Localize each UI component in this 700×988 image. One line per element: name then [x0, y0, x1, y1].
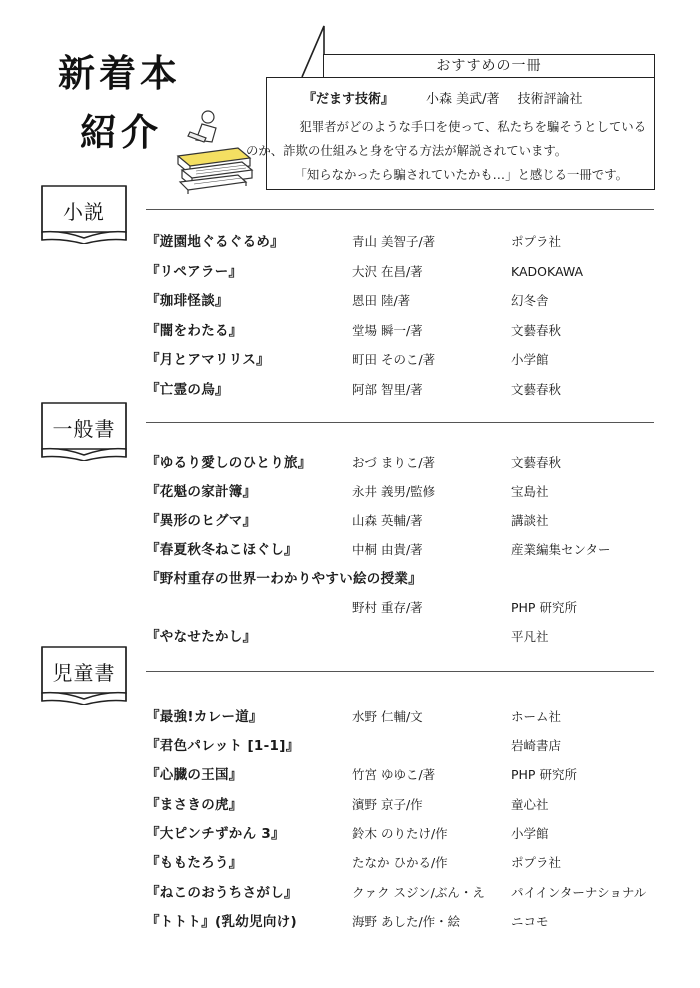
book-title: 『亡霊の烏』: [146, 382, 229, 398]
book-author: 恩田 陸/著: [352, 293, 411, 308]
book-row: [146, 852, 666, 874]
book-title: 『大ピンチずかん 3』: [146, 826, 285, 842]
book-author: クァク スジン/ぶん・え: [352, 885, 485, 900]
book-row: [146, 911, 666, 933]
book-row: [146, 452, 666, 474]
book-author: 水野 仁輔/文: [352, 709, 423, 724]
section-label-general: 一般書: [52, 417, 116, 441]
book-row: [146, 568, 666, 590]
book-title: 『闇をわたる』: [146, 323, 243, 339]
book-publisher: 幻冬舎: [511, 293, 549, 308]
recommend-line: 「知らなかったら騙されていたかも…」と感じる一冊です。: [294, 167, 628, 182]
book-publisher: 宝島社: [511, 484, 549, 499]
book-title: 『心臓の王国』: [146, 767, 243, 783]
book-row: [146, 231, 666, 253]
recommend-line: 犯罪者がどのような手口を使って、私たちを騙そうとしている: [299, 119, 647, 134]
book-author: 永井 義男/監修: [352, 484, 436, 499]
book-row: [146, 882, 666, 904]
book-row: [146, 823, 666, 845]
book-row: [146, 706, 666, 728]
speech-balloon-tail-icon: [262, 24, 332, 80]
book-publisher: 産業編集センター: [511, 542, 611, 557]
book-row: [146, 510, 666, 532]
book-title: 『トトト』(乳幼児向け): [146, 914, 297, 930]
book-author: 堂場 瞬一/著: [352, 323, 423, 338]
book-publisher: ニコモ: [511, 914, 549, 929]
book-title: 『月とアマリリス』: [146, 352, 270, 368]
book-title: 『最強!カレー道』: [146, 709, 263, 725]
book-author: おづ まりこ/著: [352, 455, 436, 470]
page-title-line2: 紹介: [80, 111, 162, 154]
book-title: 『異形のヒグマ』: [146, 513, 257, 529]
book-publisher: ポプラ社: [511, 855, 562, 870]
recommend-publisher: 技術評論社: [517, 92, 583, 107]
book-author: 中桐 由貴/著: [352, 542, 423, 557]
book-row: [146, 261, 666, 283]
book-title: 『リペアラー』: [146, 264, 243, 280]
book-row: [146, 597, 666, 619]
book-publisher: 童心社: [511, 797, 549, 812]
book-publisher: PHP 研究所: [511, 600, 577, 615]
book-row: [146, 320, 666, 342]
book-author: 青山 美智子/著: [352, 234, 436, 249]
recommend-description: [246, 115, 649, 187]
book-title: 『君色パレット [1-1]』: [146, 738, 300, 754]
book-author: 大沢 在昌/著: [352, 264, 423, 279]
book-row: [146, 764, 666, 786]
book-title: 『まさきの虎』: [146, 797, 243, 813]
reading-person-illustration: [176, 108, 256, 194]
book-publisher: 小学館: [511, 826, 549, 841]
book-title: 『遊園地ぐるぐるめ』: [146, 234, 284, 250]
page-title-line1: 新着本: [58, 52, 181, 95]
book-row: [146, 539, 666, 561]
book-author: 野村 重存/著: [352, 600, 423, 615]
book-author: 鈴木 のりたけ/作: [352, 826, 448, 841]
book-row: [146, 735, 666, 757]
book-author: 町田 そのこ/著: [352, 352, 436, 367]
book-author: 竹宮 ゆゆこ/著: [352, 767, 436, 782]
book-publisher: パイインターナショナル: [511, 885, 647, 900]
book-publisher: ポプラ社: [511, 234, 562, 249]
book-title: 『花魁の家計簿』: [146, 484, 257, 500]
book-publisher: 平凡社: [511, 629, 549, 644]
book-row: [146, 481, 666, 503]
recommend-header: [303, 88, 583, 107]
section-label-novel: 小説: [63, 200, 105, 224]
book-publisher: ホーム社: [511, 709, 562, 724]
recommend-box: [246, 77, 655, 190]
book-publisher: 文藝春秋: [511, 323, 562, 338]
book-publisher: PHP 研究所: [511, 767, 577, 782]
book-row: [146, 379, 666, 401]
book-author: たなか ひかる/作: [352, 855, 448, 870]
book-title: 『春夏秋冬ねこほぐし』: [146, 542, 298, 558]
book-author: 山森 英輔/著: [352, 513, 423, 528]
section-divider: [146, 209, 654, 210]
section-label-children: 児童書: [52, 661, 116, 685]
book-publisher: 講談社: [511, 513, 549, 528]
book-row: [146, 794, 666, 816]
book-row: [146, 626, 666, 648]
recommend-line: のか、詐欺の仕組みと身を守る方法が解説されています。: [246, 143, 568, 158]
section-divider: [146, 422, 654, 423]
book-row: [146, 290, 666, 312]
book-author: 海野 あした/作・絵: [352, 914, 461, 929]
book-title: 『やなせたかし』: [146, 629, 257, 645]
book-publisher: 文藝春秋: [511, 455, 562, 470]
book-row: [146, 349, 666, 371]
book-author: 阿部 智里/著: [352, 382, 423, 397]
book-publisher: KADOKAWA: [511, 264, 584, 279]
recommend-author: 小森 美武/著: [426, 92, 500, 107]
book-title: 『野村重存の世界一わかりやすい絵の授業』: [146, 571, 422, 587]
book-title: 『珈琲怪談』: [146, 293, 229, 309]
book-title: 『ねこのおうちさがし』: [146, 885, 298, 901]
book-publisher: 岩崎書店: [511, 738, 562, 753]
book-title: 『ゆるり愛しのひとり旅』: [146, 455, 312, 471]
book-author: 濱野 京子/作: [352, 797, 423, 812]
book-title: 『ももたろう』: [146, 855, 243, 871]
book-publisher: 文藝春秋: [511, 382, 562, 397]
section-divider: [146, 671, 654, 672]
recommend-tab: おすすめの一冊: [323, 54, 655, 77]
book-publisher: 小学館: [511, 352, 549, 367]
recommend-title: 『だます技術』: [303, 92, 395, 107]
